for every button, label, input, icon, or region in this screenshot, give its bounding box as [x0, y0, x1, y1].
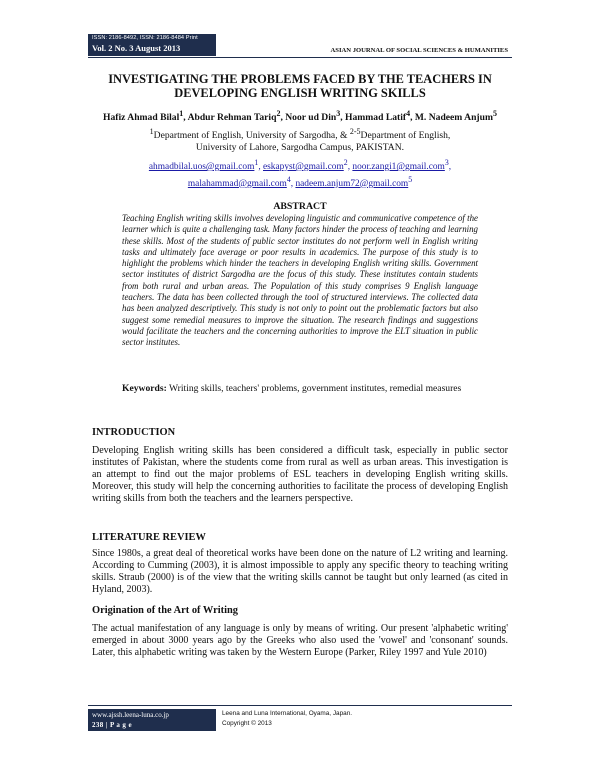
email-sup: 2 [343, 158, 348, 167]
origination-heading: Origination of the Art of Writing [92, 605, 238, 616]
literature-review-heading: LITERATURE REVIEW [92, 532, 206, 543]
author-name: M. Nadeem Anjum [414, 112, 493, 124]
author-sup: 5 [492, 109, 497, 118]
email-line-1 [88, 157, 512, 174]
email-sup: 5 [408, 174, 413, 184]
affil-sup-2: 2-5 [349, 127, 361, 136]
email-sep: , [448, 162, 452, 173]
author-sep: , [410, 112, 415, 124]
author-name: Noor ud Din [285, 112, 337, 124]
email-line-2 [88, 174, 512, 191]
introduction-text: Developing English writing skills has been considered a difficult task, especially in public sector institutes of Pakistan, where the students come from rural as well as urban areas. This investigation is an attempt to find out the major problems of ESL teachers in developing English writing skills. Moreover, this study will help the concerning authorities to facilitate the process of developing English writing skills from both the teachers and the learners perspective. [92, 445, 508, 505]
author-list [88, 109, 512, 123]
author-name: Abdur Rehman Tariq [187, 112, 277, 124]
title-line-2: DEVELOPING ENGLISH WRITING SKILLS [174, 86, 426, 100]
email-sup: 4 [286, 174, 291, 184]
author-sup: 4 [406, 109, 411, 118]
keywords [122, 383, 478, 395]
email-link[interactable]: malahammad@gmail.com [187, 178, 287, 189]
affil-sup-1: 1 [149, 127, 154, 136]
email-link[interactable]: noor.zangi1@gmail.com [352, 162, 445, 173]
literature-review-text: Since 1980s, a great deal of theoretical works have been done on the nature of L2 writing and learning. According to Cumming (2003), it is almost impossible to apply any specific theory to teaching writing skills. Straub (2000) is of the view that the writing skills cannot be taught but only learned (as cited in Hyland, 2003). [92, 548, 508, 596]
footer-publisher: Leena and Luna International, Oyama, Japan. [222, 710, 353, 717]
email-sup: 3 [444, 158, 449, 167]
author-sup: 2 [276, 109, 281, 118]
issn-text: ISSN: 2186-8492, ISSN: 2186-8484 Print [92, 35, 198, 41]
email-sup: 1 [254, 158, 259, 167]
author-sup: 1 [179, 109, 184, 118]
author-sep: , [280, 112, 286, 124]
volume-text: Vol. 2 No. 3 August 2013 [92, 43, 181, 53]
author-sep: , [183, 112, 188, 124]
email-sep: , [347, 162, 353, 173]
origination-text: The actual manifestation of any language is only by means of writing. Our present 'alphabetic writing' emerged in about 3000 years ago by the Greeks who also used the 'vowel' and 'consonant' sounds. Later, this alphabetic writing was taken by the Western Europe (Parker, Riley 1997 and Yule 2010) [92, 623, 508, 659]
email-sep: , [290, 178, 296, 189]
footer-copyright: Copyright © 2013 [222, 720, 272, 727]
author-name: Hafiz Ahmad Bilal [103, 112, 180, 124]
author-name: Hammad Latif [345, 112, 407, 124]
email-link[interactable]: eskapyst@gmail.com [263, 162, 344, 173]
affiliation-line-1 [88, 126, 512, 142]
keywords-label: Keywords: [122, 383, 167, 394]
email-list [88, 157, 512, 190]
footer-box [88, 709, 216, 731]
title-line-1: INVESTIGATING THE PROBLEMS FACED BY THE TEACHERS IN [108, 72, 492, 86]
affil-part-2: Department of English, [360, 130, 451, 142]
header-issn-box [88, 34, 216, 56]
email-link[interactable]: ahmadbilal.uos@gmail.com [148, 162, 255, 173]
affil-part-1: Department of English, University of Sargodha, & [153, 130, 350, 142]
author-sup: 3 [336, 109, 341, 118]
footer-publisher-block [222, 709, 352, 729]
keywords-text: Writing skills, teachers' problems, government institutes, remedial measures [169, 383, 462, 394]
email-sep: , [258, 162, 263, 173]
affiliation-line-2: University of Lahore, Sargodha Campus, PAKISTAN. [195, 142, 405, 154]
journal-name: ASIAN JOURNAL OF SOCIAL SCIENCES & HUMANITIES [330, 47, 508, 54]
paper-title [88, 72, 512, 100]
introduction-heading: INTRODUCTION [92, 427, 176, 438]
affiliation [88, 126, 512, 154]
footer-divider [88, 705, 512, 706]
header-divider [88, 57, 512, 58]
abstract-heading: ABSTRACT [273, 201, 327, 212]
page-number: 238 | P a g e [92, 721, 132, 729]
author-sep: , [340, 112, 346, 124]
abstract-text: Teaching English writing skills involves developing linguistic and communicative competence of the learner which is quite a challenging task. Many factors hinder the process of teaching and learning these skills. Most of the students of public sector institutes do not perform well in English writing tasks and ultimately face average or poor results in academics. The purpose of this study is to highlight the problems which hinder the teachers in developing English writing skills. Government sector institutes of district Sargodha are the focus of this study. These institutes contain students from both rural and urban areas. The Population of this study comprises 9 English language teachers. The data has been collected through the tool of structured interviews. The collected data has been analyzed descriptively. This study is not only to point out the problematic factors but also suggest some remedial measures to improve the situation. The research findings and suggestions would facilitate the teachers and the concerning authorities to improve the ELT situation in public sector institutes. [122, 213, 478, 348]
email-link[interactable]: nadeem.anjum72@gmail.com [295, 178, 409, 189]
footer-url[interactable]: www.ajssh.leena-luna.co.jp [92, 711, 169, 719]
